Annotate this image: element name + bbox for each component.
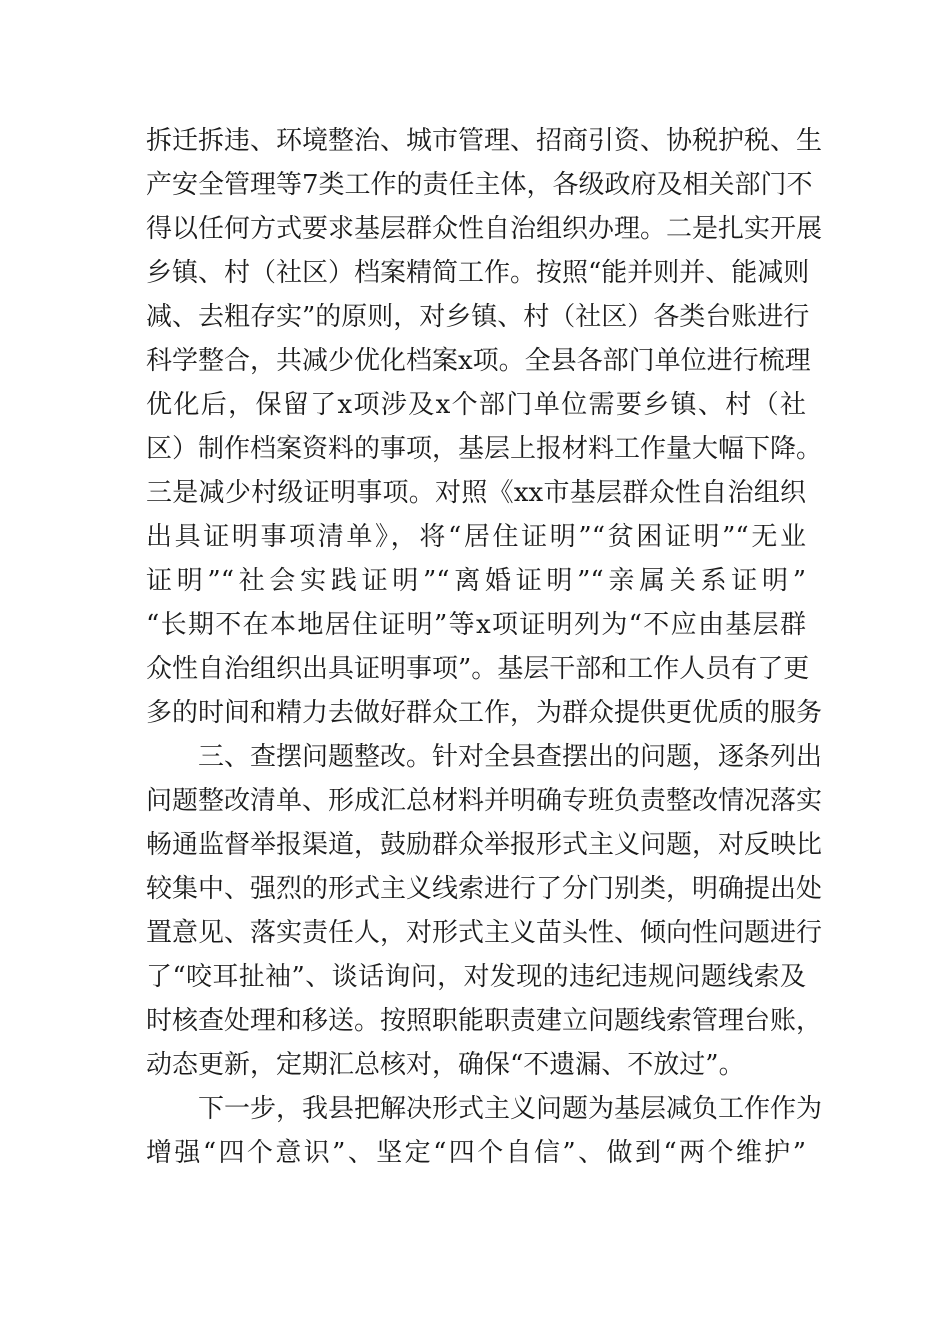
text-line: 较集中、强烈的形式主义线索进行了分门别类，明确提出处	[146, 874, 823, 904]
text-line: 问题整改清单、形成汇总材料并明确专班负责整改情况落实	[146, 786, 823, 816]
text-line: 出具证明事项清单》，将“居住证明”“贫困证明”“无业	[146, 522, 806, 552]
text-line: 动态更新，定期汇总核对，确保“不遗漏、不放过”。	[146, 1050, 745, 1080]
text-line: 三是减少村级证明事项。对照《xx市基层群众性自治组织	[146, 478, 806, 508]
text-line: 多的时间和精力去做好群众工作，为群众提供更优质的服务	[146, 698, 823, 728]
text-line: 区）制作档案资料的事项，基层上报材料工作量大幅下降。	[146, 434, 823, 464]
section-heading-line: 三、查摆问题整改。针对全县查摆出的问题，逐条列出	[198, 742, 823, 772]
text-line: 科学整合，共减少优化档案x项。全县各部门单位进行梳理	[146, 346, 811, 376]
text-line: 畅通监督举报渠道，鼓励群众举报形式主义问题，对反映比	[146, 830, 823, 860]
text-line: 优化后，保留了x项涉及x个部门单位需要乡镇、村（社	[146, 390, 806, 420]
text-line: 拆迁拆违、环境整治、城市管理、招商引资、协税护税、生	[146, 126, 823, 156]
text-line: 增强“四个意识”、坚定“四个自信”、做到“两个维护”	[146, 1138, 806, 1168]
text-line: 证明”“社会实践证明”“离婚证明”“亲属关系证明”	[146, 566, 806, 596]
text-line: 置意见、落实责任人，对形式主义苗头性、倾向性问题进行	[146, 918, 823, 948]
text-line: 产安全管理等7类工作的责任主体，各级政府及相关部门不	[146, 170, 813, 200]
text-line: 了“咬耳扯袖”、谈话询问，对发现的违纪违规问题线索及	[146, 962, 806, 992]
text-line: 得以任何方式要求基层群众性自治组织办理。二是扎实开展	[146, 214, 823, 244]
text-line: 时核查处理和移送。按照职能职责建立问题线索管理台账，	[146, 1006, 823, 1036]
paragraph-first-line: 下一步，我县把解决形式主义问题为基层减负工作作为	[198, 1094, 823, 1124]
text-line: 乡镇、村（社区）档案精简工作。按照“能并则并、能减则	[146, 258, 810, 288]
text-line: 减、去粗存实”的原则，对乡镇、村（社区）各类台账进行	[146, 302, 810, 332]
text-line: 众性自治组织出具证明事项”。基层干部和工作人员有了更	[146, 654, 810, 684]
text-line: “长期不在本地居住证明”等x项证明列为“不应由基层群	[146, 610, 806, 640]
